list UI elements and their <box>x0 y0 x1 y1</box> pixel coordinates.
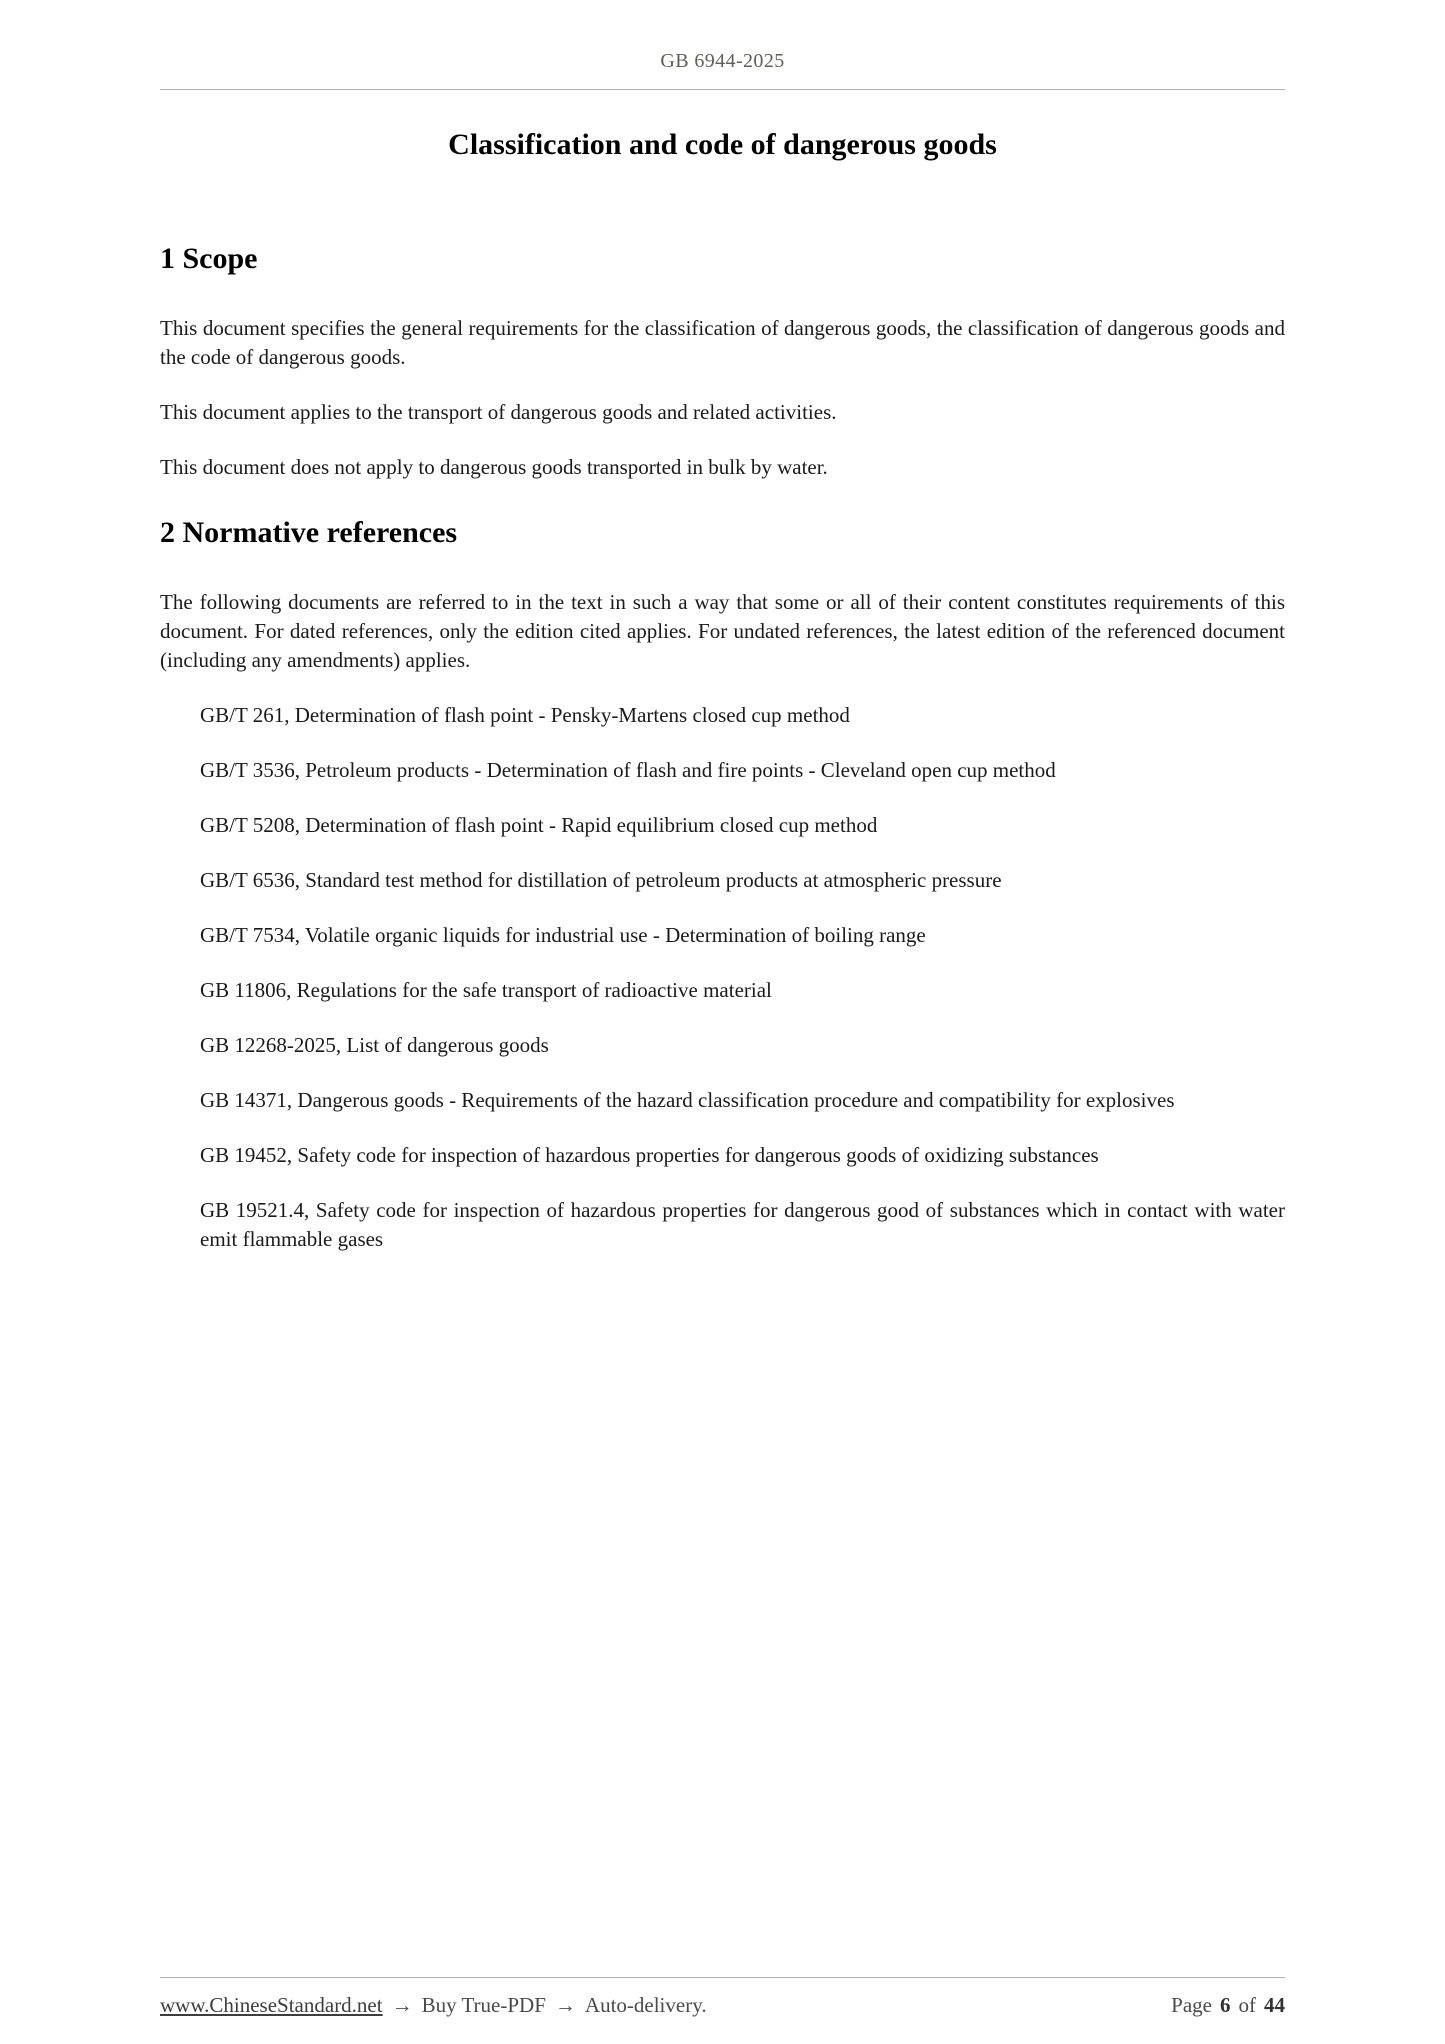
footer-source-info <box>160 1993 707 2018</box>
footer-action-buy: Buy True-PDF <box>421 1993 546 2017</box>
normative-intro-paragraph: The following documents are referred to in the text in such a way that some or all of their content constitutes requirements of this document. For dated references, only the edition cited applies. For undated references, the latest edition of the referenced document (including any amendments) applies. <box>160 590 1285 672</box>
footer-row <box>160 1993 1285 2018</box>
reference-item: GB/T 5208, Determination of flash point - Rapid equilibrium closed cup method <box>200 813 878 837</box>
reference-item: GB/T 3536, Petroleum products - Determination of flash and fire points - Cleveland open cup method <box>200 758 1056 782</box>
reference-item: GB 14371, Dangerous goods - Requirements of the hazard classification procedure and compatibility for explosives <box>200 1088 1175 1112</box>
doc-header-number: GB 6944-2025 <box>660 50 785 72</box>
of-label: of <box>1238 1993 1256 2017</box>
reference-item: GB 19521.4, Safety code for inspection of hazardous properties for dangerous good of substances which in contact with water emit flammable gases <box>200 1198 1285 1251</box>
arrow-right-icon: → <box>554 1993 576 2017</box>
scope-paragraph: This document applies to the transport of dangerous goods and related activities. <box>160 400 837 424</box>
reference-item: GB 12268-2025, List of dangerous goods <box>200 1033 549 1057</box>
section-heading-scope: 1 Scope <box>160 242 258 275</box>
page-title: Classification and code of dangerous goods <box>448 128 997 161</box>
page-total-number: 44 <box>1264 1993 1285 2017</box>
reference-item: GB 19452, Safety code for inspection of hazardous properties for dangerous goods of oxidizing substances <box>200 1143 1099 1167</box>
footer-site-link[interactable]: www.ChineseStandard.net <box>160 1993 383 2017</box>
header-divider <box>160 89 1285 90</box>
footer-page-info <box>1171 1993 1285 2018</box>
section-heading-normative-references: 2 Normative references <box>160 516 458 549</box>
footer-action-delivery: Auto-delivery. <box>584 1993 707 2017</box>
reference-item: GB/T 261, Determination of flash point - Pensky-Martens closed cup method <box>200 703 850 727</box>
reference-item: GB/T 7534, Volatile organic liquids for industrial use - Determination of boiling range <box>200 923 926 947</box>
reference-item: GB/T 6536, Standard test method for distillation of petroleum products at atmospheric pressure <box>200 868 1002 892</box>
footer-divider <box>160 1977 1285 1978</box>
arrow-right-icon: → <box>391 1993 413 2017</box>
page-label: Page <box>1171 1993 1212 2017</box>
scope-paragraph: This document specifies the general requirements for the classification of dangerous goods, the classification of dangerous goods and the code of dangerous goods. <box>160 316 1285 369</box>
reference-item: GB 11806, Regulations for the safe transport of radioactive material <box>200 978 772 1002</box>
page-current-number: 6 <box>1220 1993 1231 2017</box>
page-footer <box>160 1977 1285 2018</box>
scope-paragraph: This document does not apply to dangerous goods transported in bulk by water. <box>160 455 828 479</box>
